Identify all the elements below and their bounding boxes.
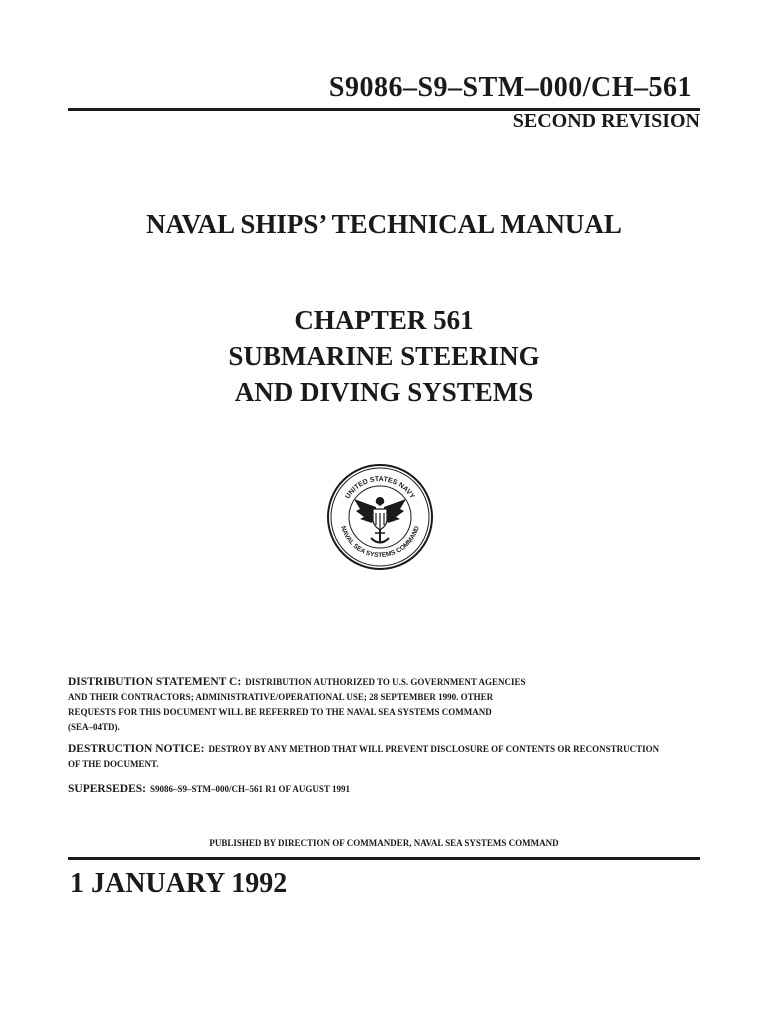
bottom-rule — [68, 857, 700, 860]
destruction-line2: OF THE DOCUMENT. — [68, 759, 159, 769]
chapter-subtitle-line2: AND DIVING SYSTEMS — [234, 377, 534, 407]
document-number: S9086–S9–STM–000/CH–561 — [328, 72, 692, 103]
distribution-line4: (SEA–04TD). — [68, 722, 120, 732]
published-by: PUBLISHED BY DIRECTION OF COMMANDER, NAVAL SEA SYSTEMS COMMAND — [209, 838, 559, 848]
chapter-number: CHAPTER 561 — [294, 305, 474, 335]
destruction-line1: DESTROY BY ANY METHOD THAT WILL PREVENT DISCLOSURE OF CONTENTS OR RECONSTRUCTION — [208, 744, 660, 754]
supersedes-notice — [68, 779, 708, 797]
navy-seal-icon — [326, 463, 434, 571]
publication-date: 1 JANUARY 1992 — [70, 868, 288, 899]
distribution-line3: REQUESTS FOR THIS DOCUMENT WILL BE REFERRED TO THE NAVAL SEA SYSTEMS COMMAND — [68, 707, 492, 717]
seal-top-text: UNITED STATES NAVY — [344, 475, 416, 501]
supersedes-label: SUPERSEDES: — [68, 783, 146, 795]
distribution-line1: DISTRIBUTION AUTHORIZED TO U.S. GOVERNMENT AGENCIES — [245, 677, 526, 687]
distribution-statement — [68, 673, 708, 735]
chapter-title-block — [0, 302, 768, 410]
svg-text:UNITED STATES NAVY — [345, 476, 416, 501]
destruction-notice — [68, 740, 708, 772]
supersedes-text: S9086–S9–STM–000/CH–561 R1 OF AUGUST 1991 — [149, 784, 350, 794]
distribution-label: DISTRIBUTION STATEMENT C: — [68, 676, 242, 688]
revision-label: SECOND REVISION — [512, 110, 700, 132]
chapter-subtitle-line1: SUBMARINE STEERING — [228, 341, 540, 371]
distribution-line2: AND THEIR CONTRACTORS; ADMINISTRATIVE/OPERATIONAL USE; 28 SEPTEMBER 1990. OTHER — [68, 692, 494, 702]
seal-bottom-text: NAVAL SEA SYSTEMS COMMAND — [339, 525, 421, 560]
destruction-label: DESTRUCTION NOTICE: — [68, 743, 205, 755]
manual-title: NAVAL SHIPS’ TECHNICAL MANUAL — [146, 209, 622, 239]
